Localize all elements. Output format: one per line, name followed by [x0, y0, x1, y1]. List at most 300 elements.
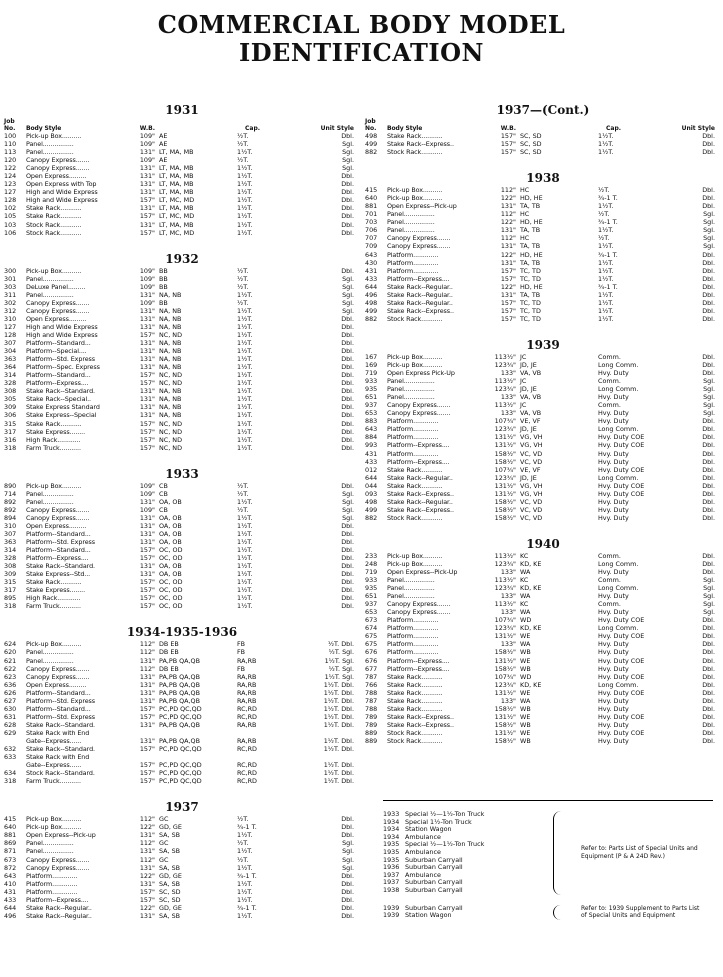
table-row	[365, 584, 721, 592]
cell-job: 496	[365, 290, 378, 299]
cell-wb: 131½"	[494, 481, 516, 490]
year-heading: 1937	[165, 800, 199, 815]
cell-body: Farm Truck...........	[26, 777, 81, 786]
cell-job: 871	[4, 847, 17, 856]
cell-model: KC	[520, 576, 529, 585]
cell-job: 673	[365, 616, 378, 625]
cell-cap: ½T.	[598, 186, 610, 195]
table-row	[365, 640, 721, 648]
cell-model: WB	[520, 664, 531, 673]
cell-model: OA, OB	[159, 497, 182, 506]
cell-cap: 1½T.	[237, 879, 253, 888]
table-row	[4, 323, 360, 331]
cell-cap: 1½T.	[237, 419, 253, 428]
cell-model: DB EB	[159, 664, 179, 673]
note-list	[383, 905, 551, 920]
cell-body: Stake Rack--Regular..	[26, 903, 92, 912]
year-section	[4, 102, 360, 237]
table-row	[4, 562, 360, 570]
note-year: 1933	[383, 810, 400, 818]
cell-job: 315	[4, 419, 17, 428]
cell-model: LT, MA, MB	[159, 164, 194, 173]
table-row	[365, 729, 721, 737]
cell-wb: 133"	[500, 608, 516, 617]
table-row	[365, 275, 721, 283]
table-row	[365, 369, 721, 377]
cell-job: 673	[4, 855, 17, 864]
cell-model: AE	[159, 132, 168, 140]
cell-cap: 1½T.	[237, 306, 253, 315]
cell-body: Stake Express--Std...	[26, 570, 91, 579]
cell-job: 433	[4, 895, 17, 904]
cell-wb: 131"	[139, 403, 155, 412]
cell-body: Stake Rack--Express..	[387, 720, 454, 729]
table-row	[365, 552, 721, 560]
cell-job: 620	[4, 648, 17, 657]
cell-wb: 123¾"	[494, 584, 516, 593]
note-unit: Station Wagon	[405, 825, 452, 834]
cell-job: 363	[4, 355, 17, 364]
cell-cap: 1½T.	[598, 132, 614, 140]
table-row	[365, 425, 721, 433]
cell-cap: Hvy. Duty COE	[598, 441, 645, 450]
cell-job: 653	[365, 409, 378, 418]
cell-body: Platform--Standard...	[26, 529, 91, 538]
table-row	[4, 156, 360, 164]
cell-job: 628	[4, 720, 17, 729]
table-row	[365, 226, 721, 234]
cell-unit: Sgl.	[342, 290, 354, 299]
cell-job: 311	[4, 290, 17, 299]
cell-job: 318	[4, 777, 17, 786]
header-wb: W.B.	[139, 124, 155, 132]
cell-wb: 131"	[500, 242, 516, 251]
table-row	[4, 665, 360, 673]
cell-unit: Dbl.	[341, 314, 354, 323]
table-row	[4, 140, 360, 148]
cell-model: CB	[159, 505, 168, 514]
cell-wb: 131"	[139, 680, 155, 689]
cell-unit: Dbl.	[341, 204, 354, 213]
cell-model: OA, OB	[159, 521, 182, 530]
cell-job: 676	[365, 648, 378, 657]
cell-model: VG, VH	[520, 441, 543, 450]
cell-model: WA	[520, 696, 531, 705]
cell-wb: 131"	[139, 529, 155, 538]
cell-body: Stake Rack...........	[387, 696, 443, 705]
note-unit: Suburban Carryall	[405, 863, 463, 872]
cell-unit: Dbl.	[702, 148, 715, 157]
cell-unit: Dbl.	[702, 457, 715, 466]
table-row	[4, 180, 360, 188]
cell-wb: 158½"	[494, 449, 516, 458]
cell-wb: 157"	[139, 371, 155, 380]
cell-body: Platform.............	[26, 871, 78, 880]
table-row	[4, 880, 360, 888]
cell-model: SC, SD	[159, 887, 181, 896]
cell-unit: Sgl.	[703, 242, 715, 251]
cell-unit: Dbl.	[702, 624, 715, 633]
cell-body: High and Wide Express	[26, 196, 98, 205]
table-row	[365, 441, 721, 449]
table-row	[365, 315, 721, 323]
cell-body: Panel................	[387, 377, 435, 386]
cell-job: 233	[365, 551, 378, 560]
cell-unit: Dbl.	[341, 379, 354, 388]
cell-cap: ½T.	[237, 156, 249, 165]
cell-body: Stake Rack--Express..	[387, 489, 454, 498]
cell-job: 314	[4, 546, 17, 555]
cell-wb: 113½"	[494, 600, 516, 609]
cell-unit: Dbl.	[702, 728, 715, 737]
cell-model: PC,PD QC,QD	[159, 777, 202, 786]
table-row	[4, 291, 360, 299]
cell-job: 631	[4, 712, 17, 721]
cell-cap: Hvy. Duty	[598, 648, 629, 657]
cell-job: 789	[365, 720, 378, 729]
note-year: 1934	[383, 825, 400, 834]
cell-model: LT, MC, MD	[159, 196, 195, 205]
cell-body: Stake Rack--Standard.	[26, 720, 95, 729]
cell-model: PC,PD QC,QD	[159, 745, 202, 754]
cell-cap: Hvy. Duty	[598, 640, 629, 649]
cell-job	[4, 737, 26, 745]
cell-cap: ½T.	[598, 210, 610, 219]
cell-wb: 157"	[139, 427, 155, 436]
cell-model: WB	[520, 648, 531, 657]
table-row	[365, 283, 721, 291]
cell-unit: Dbl.	[341, 322, 354, 331]
cell-unit: Dbl.	[341, 212, 354, 221]
cell-cap: 1½T.	[237, 427, 253, 436]
cell-job: 312	[4, 306, 17, 315]
cell-cap: 1½T.	[237, 212, 253, 221]
cell-unit: Sgl.	[342, 164, 354, 173]
cell-unit: Dbl.	[341, 903, 354, 912]
cell-model: JC	[520, 377, 527, 386]
table-row	[4, 444, 360, 452]
table-row	[365, 616, 721, 624]
cell-model: SA, SB	[159, 831, 181, 840]
cell-wb: 131"	[139, 339, 155, 348]
cell-job: 677	[365, 664, 378, 673]
cell-wb: 133"	[500, 592, 516, 601]
cell-model: HD, HE	[520, 250, 543, 259]
cell-job: 093	[365, 489, 378, 498]
cell-job: 882	[365, 314, 378, 323]
table-row	[365, 433, 721, 441]
cell-unit: Dbl.	[702, 352, 715, 361]
cell-job: 310	[4, 314, 17, 323]
cell-cap: 1½T.	[237, 403, 253, 412]
cell-model: PA,PB QA,QB	[159, 688, 200, 697]
cell-wb: 157"	[139, 887, 155, 896]
cell-model: NA, NB	[159, 395, 182, 404]
cell-wb: 109"	[139, 266, 155, 275]
cell-job: 890	[4, 481, 17, 490]
cell-model: WE	[520, 656, 531, 665]
table-row	[365, 560, 721, 568]
cell-cap: Hvy. Duty	[598, 417, 629, 426]
page-title-line2: IDENTIFICATION	[239, 38, 484, 67]
cell-body: Pick-up Box..........	[26, 266, 82, 275]
cell-body: Pick-up Box..........	[387, 194, 443, 203]
cell-model: WA	[520, 640, 531, 649]
table-row	[365, 490, 721, 498]
cell-job: 431	[365, 449, 378, 458]
cell-unit: Dbl.	[702, 737, 715, 745]
header-body: Body Style	[387, 124, 423, 132]
table-row	[365, 592, 721, 600]
table-row	[4, 379, 360, 387]
table-row	[365, 450, 721, 458]
cell-wb: 123¾"	[494, 680, 516, 689]
cell-model: OC, OD	[159, 586, 183, 595]
cell-wb: 157"	[139, 712, 155, 721]
table-row	[365, 361, 721, 369]
cell-unit: Dbl.	[341, 228, 354, 237]
cell-job: 882	[365, 513, 378, 522]
cell-model: OA, OB	[159, 529, 182, 538]
cell-unit: Sgl.	[342, 839, 354, 848]
cell-unit: Dbl.	[702, 712, 715, 721]
cell-unit: Dbl.	[702, 559, 715, 568]
cell-cap: 1½T.	[237, 831, 253, 840]
note-unit: Suburban Carryall	[405, 903, 463, 912]
cell-model: NA, NB	[159, 306, 182, 315]
cell-unit: Sgl.	[703, 576, 715, 585]
cell-model: GC	[159, 855, 169, 864]
cell-cap: Comm.	[598, 576, 621, 585]
cell-job: 306	[4, 411, 17, 420]
cell-job: 869	[4, 839, 17, 848]
cell-cap: 1½T.	[598, 274, 614, 283]
table-row	[365, 259, 721, 267]
cell-model: PA,PB QA,QB	[159, 737, 200, 745]
table-row	[365, 673, 721, 681]
cell-model: LT, MA, MB	[159, 172, 194, 181]
table-row	[4, 648, 360, 656]
section-spacer	[365, 156, 721, 168]
cell-job: 128	[4, 196, 17, 205]
table-row	[4, 428, 360, 436]
cell-wb: 157"	[139, 443, 155, 452]
cell-cap: 1½T.	[598, 266, 614, 275]
cell-model: PA,PB QA,QB	[159, 672, 200, 681]
cell-wb: 107¾"	[494, 672, 516, 681]
cell-job: 788	[365, 688, 378, 697]
cell-body: Platform--Express....	[26, 895, 89, 904]
cell-job: 123	[4, 180, 17, 189]
cell-unit: Dbl.	[702, 282, 715, 291]
right-column	[365, 100, 721, 745]
table-row	[365, 385, 721, 393]
cell-model: CB	[159, 481, 168, 490]
cell-wb: 157"	[139, 379, 155, 388]
cell-cap: 1½T.	[237, 497, 253, 506]
table-row	[4, 395, 360, 403]
cell-cap: ½T.	[237, 855, 249, 864]
cell-wb: 131"	[139, 387, 155, 396]
cell-cap: Long Comm.	[598, 473, 639, 482]
cell-job: 317	[4, 427, 17, 436]
cell-model: HC	[520, 186, 530, 195]
table-row	[4, 745, 360, 753]
table-row	[365, 148, 721, 156]
cell-unit: Sgl.	[703, 401, 715, 410]
cell-cap: 1½T.	[237, 847, 253, 856]
cell-wb: 131"	[139, 737, 155, 745]
cell-body: Stake Rack--Regular..	[387, 282, 453, 291]
cell-wb: 133"	[500, 568, 516, 577]
table-row	[365, 482, 721, 490]
cell-body: Stock Rack...........	[26, 228, 82, 237]
cell-job: 498	[365, 497, 378, 506]
cell-unit: Dbl.	[702, 497, 715, 506]
cell-body: Stake Rack--Regular..	[387, 497, 453, 506]
cell-wb: 157"	[139, 196, 155, 205]
cell-unit: Sgl.	[703, 608, 715, 617]
cell-model: KC	[520, 600, 529, 609]
cell-body: Panel................	[26, 497, 74, 506]
cell-job: 110	[4, 140, 17, 149]
cell-body: Stake Rack with End	[26, 753, 90, 762]
cell-model: BB	[159, 274, 168, 283]
cell-unit: 1½T. Dbl.	[323, 745, 354, 754]
table-row	[4, 769, 360, 777]
cell-job: 113	[4, 148, 17, 157]
cell-job: 328	[4, 379, 17, 388]
year-section	[365, 323, 721, 522]
cell-job: 933	[365, 377, 378, 386]
cell-wb: 157"	[500, 148, 516, 157]
cell-body: Pick-up Box..........	[387, 186, 443, 195]
cell-model: WE	[520, 632, 531, 641]
cell-cap: 1½T.	[237, 586, 253, 595]
cell-cap: Hvy. Duty	[598, 608, 629, 617]
table-row	[4, 315, 360, 323]
cell-job: 883	[365, 417, 378, 426]
cell-cap: ½T.	[237, 282, 249, 291]
cell-cap: Hvy. Duty	[598, 497, 629, 506]
cell-job: 787	[365, 672, 378, 681]
cell-job: 676	[365, 656, 378, 665]
cell-cap: Long Comm.	[598, 624, 639, 633]
cell-unit: 1½T. Dbl.	[323, 769, 354, 778]
cell-body: Platform--Standard...	[26, 546, 91, 555]
cell-unit: Sgl.	[342, 513, 354, 522]
brace-bracket	[553, 905, 567, 920]
table-row	[365, 568, 721, 576]
table-row	[365, 632, 721, 640]
cell-body: High and Wide Express	[26, 330, 98, 339]
cell-cap: 1½T.	[237, 538, 253, 547]
cell-unit: Dbl.	[341, 481, 354, 490]
cell-job: 935	[365, 385, 378, 394]
cell-wb: 157"	[139, 761, 155, 770]
table-row	[4, 530, 360, 538]
table-row	[4, 403, 360, 411]
cell-job: 709	[365, 242, 378, 251]
cell-body: Pick-up Box..........	[387, 352, 443, 361]
cell-wb: 131½"	[494, 656, 516, 665]
cell-unit: Dbl.	[341, 521, 354, 530]
cell-wb: 157"	[139, 212, 155, 221]
cell-cap: Hvy. Duty	[598, 505, 629, 514]
cell-model: LT, MA, MB	[159, 180, 194, 189]
cell-wb: 131"	[139, 148, 155, 157]
cell-wb: 112"	[500, 234, 516, 243]
cell-unit: Dbl.	[702, 274, 715, 283]
cell-wb: 158½"	[494, 720, 516, 729]
cell-job: 882	[365, 148, 378, 157]
cell-body: Stake Rack--Express..	[387, 306, 454, 315]
cell-cap: Hvy. Duty COE	[598, 672, 645, 681]
cell-model: NA, NB	[159, 314, 182, 323]
cell-body: Panel................	[26, 648, 74, 657]
table-row	[4, 896, 360, 904]
note-list	[383, 811, 551, 895]
cell-cap: 1½T.	[598, 298, 614, 307]
table-row	[365, 737, 721, 745]
table-row	[365, 689, 721, 697]
cell-job: 307	[4, 339, 17, 348]
table-row	[365, 417, 721, 425]
cell-cap: Long Comm.	[598, 425, 639, 434]
cell-cap: FB	[237, 648, 246, 657]
table-row	[4, 689, 360, 697]
cell-unit: Dbl.	[702, 298, 715, 307]
cell-unit: Dbl.	[341, 443, 354, 452]
cell-job: 498	[365, 298, 378, 307]
cell-cap: Hvy. Duty	[598, 369, 629, 378]
cell-wb: 112"	[139, 839, 155, 848]
cell-model: LT, MC, MD	[159, 212, 195, 221]
note-year: 1936	[383, 863, 400, 872]
cell-unit: Sgl.	[703, 210, 715, 219]
cell-unit: 1½T. Dbl.	[323, 720, 354, 729]
cell-unit: Dbl.	[702, 640, 715, 649]
cell-model: PC,PD QC,QD	[159, 704, 202, 713]
cell-wb: 157"	[139, 769, 155, 778]
cell-body: Platform.............	[387, 250, 439, 259]
table-row	[4, 864, 360, 872]
cell-model: HC	[520, 210, 530, 219]
cell-cap: ¾-1 T.	[598, 282, 618, 291]
table-row	[365, 267, 721, 275]
cell-wb: 158½"	[494, 737, 516, 745]
cell-model: LT, MA, MB	[159, 204, 194, 213]
cell-model: VG, VH	[520, 489, 543, 498]
cell-unit: Dbl.	[341, 339, 354, 348]
table-row	[4, 275, 360, 283]
cell-model: OC, OD	[159, 602, 183, 611]
cell-unit: Dbl.	[702, 140, 715, 149]
cell-cap: 1½T.	[237, 228, 253, 237]
cell-cap: RC,RD	[237, 769, 257, 778]
cell-wb: 113½"	[494, 401, 516, 410]
cell-cap: Hvy. Duty	[598, 568, 629, 577]
cell-cap	[237, 753, 275, 761]
cell-cap: RC,RD	[237, 745, 257, 754]
cell-job: 499	[365, 306, 378, 315]
year-heading: 1933	[165, 466, 199, 481]
table-row	[4, 347, 360, 355]
cell-wb: 157"	[500, 314, 516, 323]
cell-unit: Dbl.	[702, 513, 715, 522]
cell-wb: 123¾"	[494, 385, 516, 394]
table-row	[4, 538, 360, 546]
